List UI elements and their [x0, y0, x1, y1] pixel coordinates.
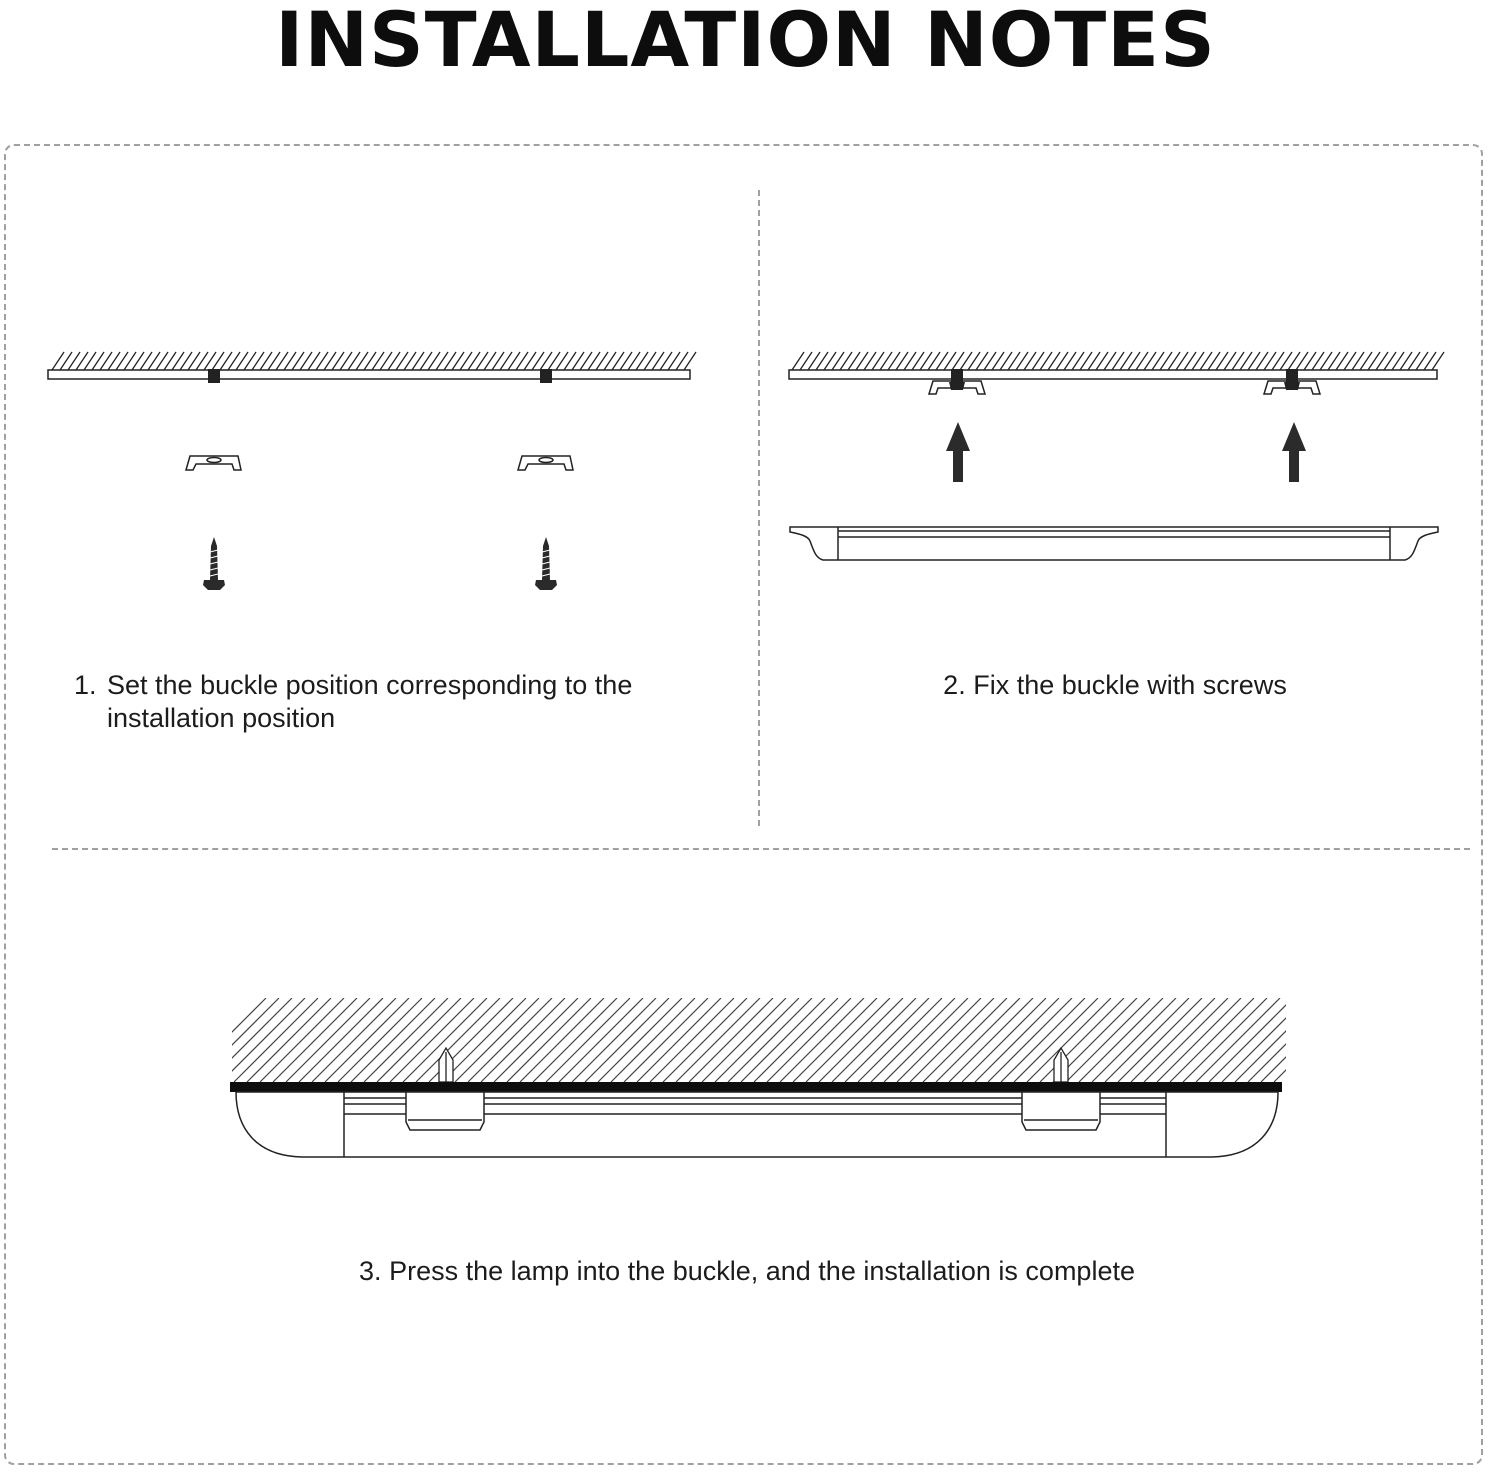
screw-icon: [203, 537, 225, 590]
screw-in-ceiling-icon: [439, 1048, 453, 1082]
ceiling-hatching: [52, 352, 696, 370]
position-mark-right: [540, 369, 552, 383]
ceiling-hatching: [182, 998, 1358, 1082]
step-text: Press the lamp into the buckle, and the installation is complete: [389, 1256, 1135, 1286]
ceiling-board: [230, 1082, 1282, 1092]
step-1-caption: [74, 669, 734, 735]
page-title: INSTALLATION NOTES: [275, 0, 1216, 84]
step1-ceiling: [48, 352, 696, 379]
step-number: 2.: [943, 670, 966, 700]
ceiling-hatching: [792, 352, 1444, 370]
step1-figure: [0, 330, 760, 600]
step-number: 1.: [74, 670, 97, 700]
up-arrow-icon: [1282, 422, 1306, 482]
buckle-icon: [186, 456, 241, 470]
up-arrow-icon: [946, 422, 970, 482]
step2-ceiling: [789, 352, 1444, 379]
ceiling-board: [789, 370, 1437, 379]
step2-figure: [760, 330, 1491, 600]
step-text: Fix the buckle with screws: [973, 670, 1287, 700]
step-3-caption: [52, 1255, 1442, 1288]
installed-lamp: [236, 1092, 1278, 1157]
position-mark-left: [208, 369, 220, 383]
ceiling-board: [48, 370, 690, 379]
step3-figure: [220, 990, 1300, 1170]
step-number: 3.: [359, 1256, 382, 1286]
buckle-clip-icon: [1022, 1092, 1100, 1130]
horizontal-divider: [52, 848, 1470, 850]
step-text: Set the buckle position corresponding to the installation position: [107, 670, 633, 733]
step-2-caption: [770, 669, 1460, 702]
lamp-body: [790, 527, 1438, 560]
buckle-icon: [518, 456, 573, 470]
screw-icon: [535, 537, 557, 590]
buckle-clip-icon: [406, 1092, 484, 1130]
